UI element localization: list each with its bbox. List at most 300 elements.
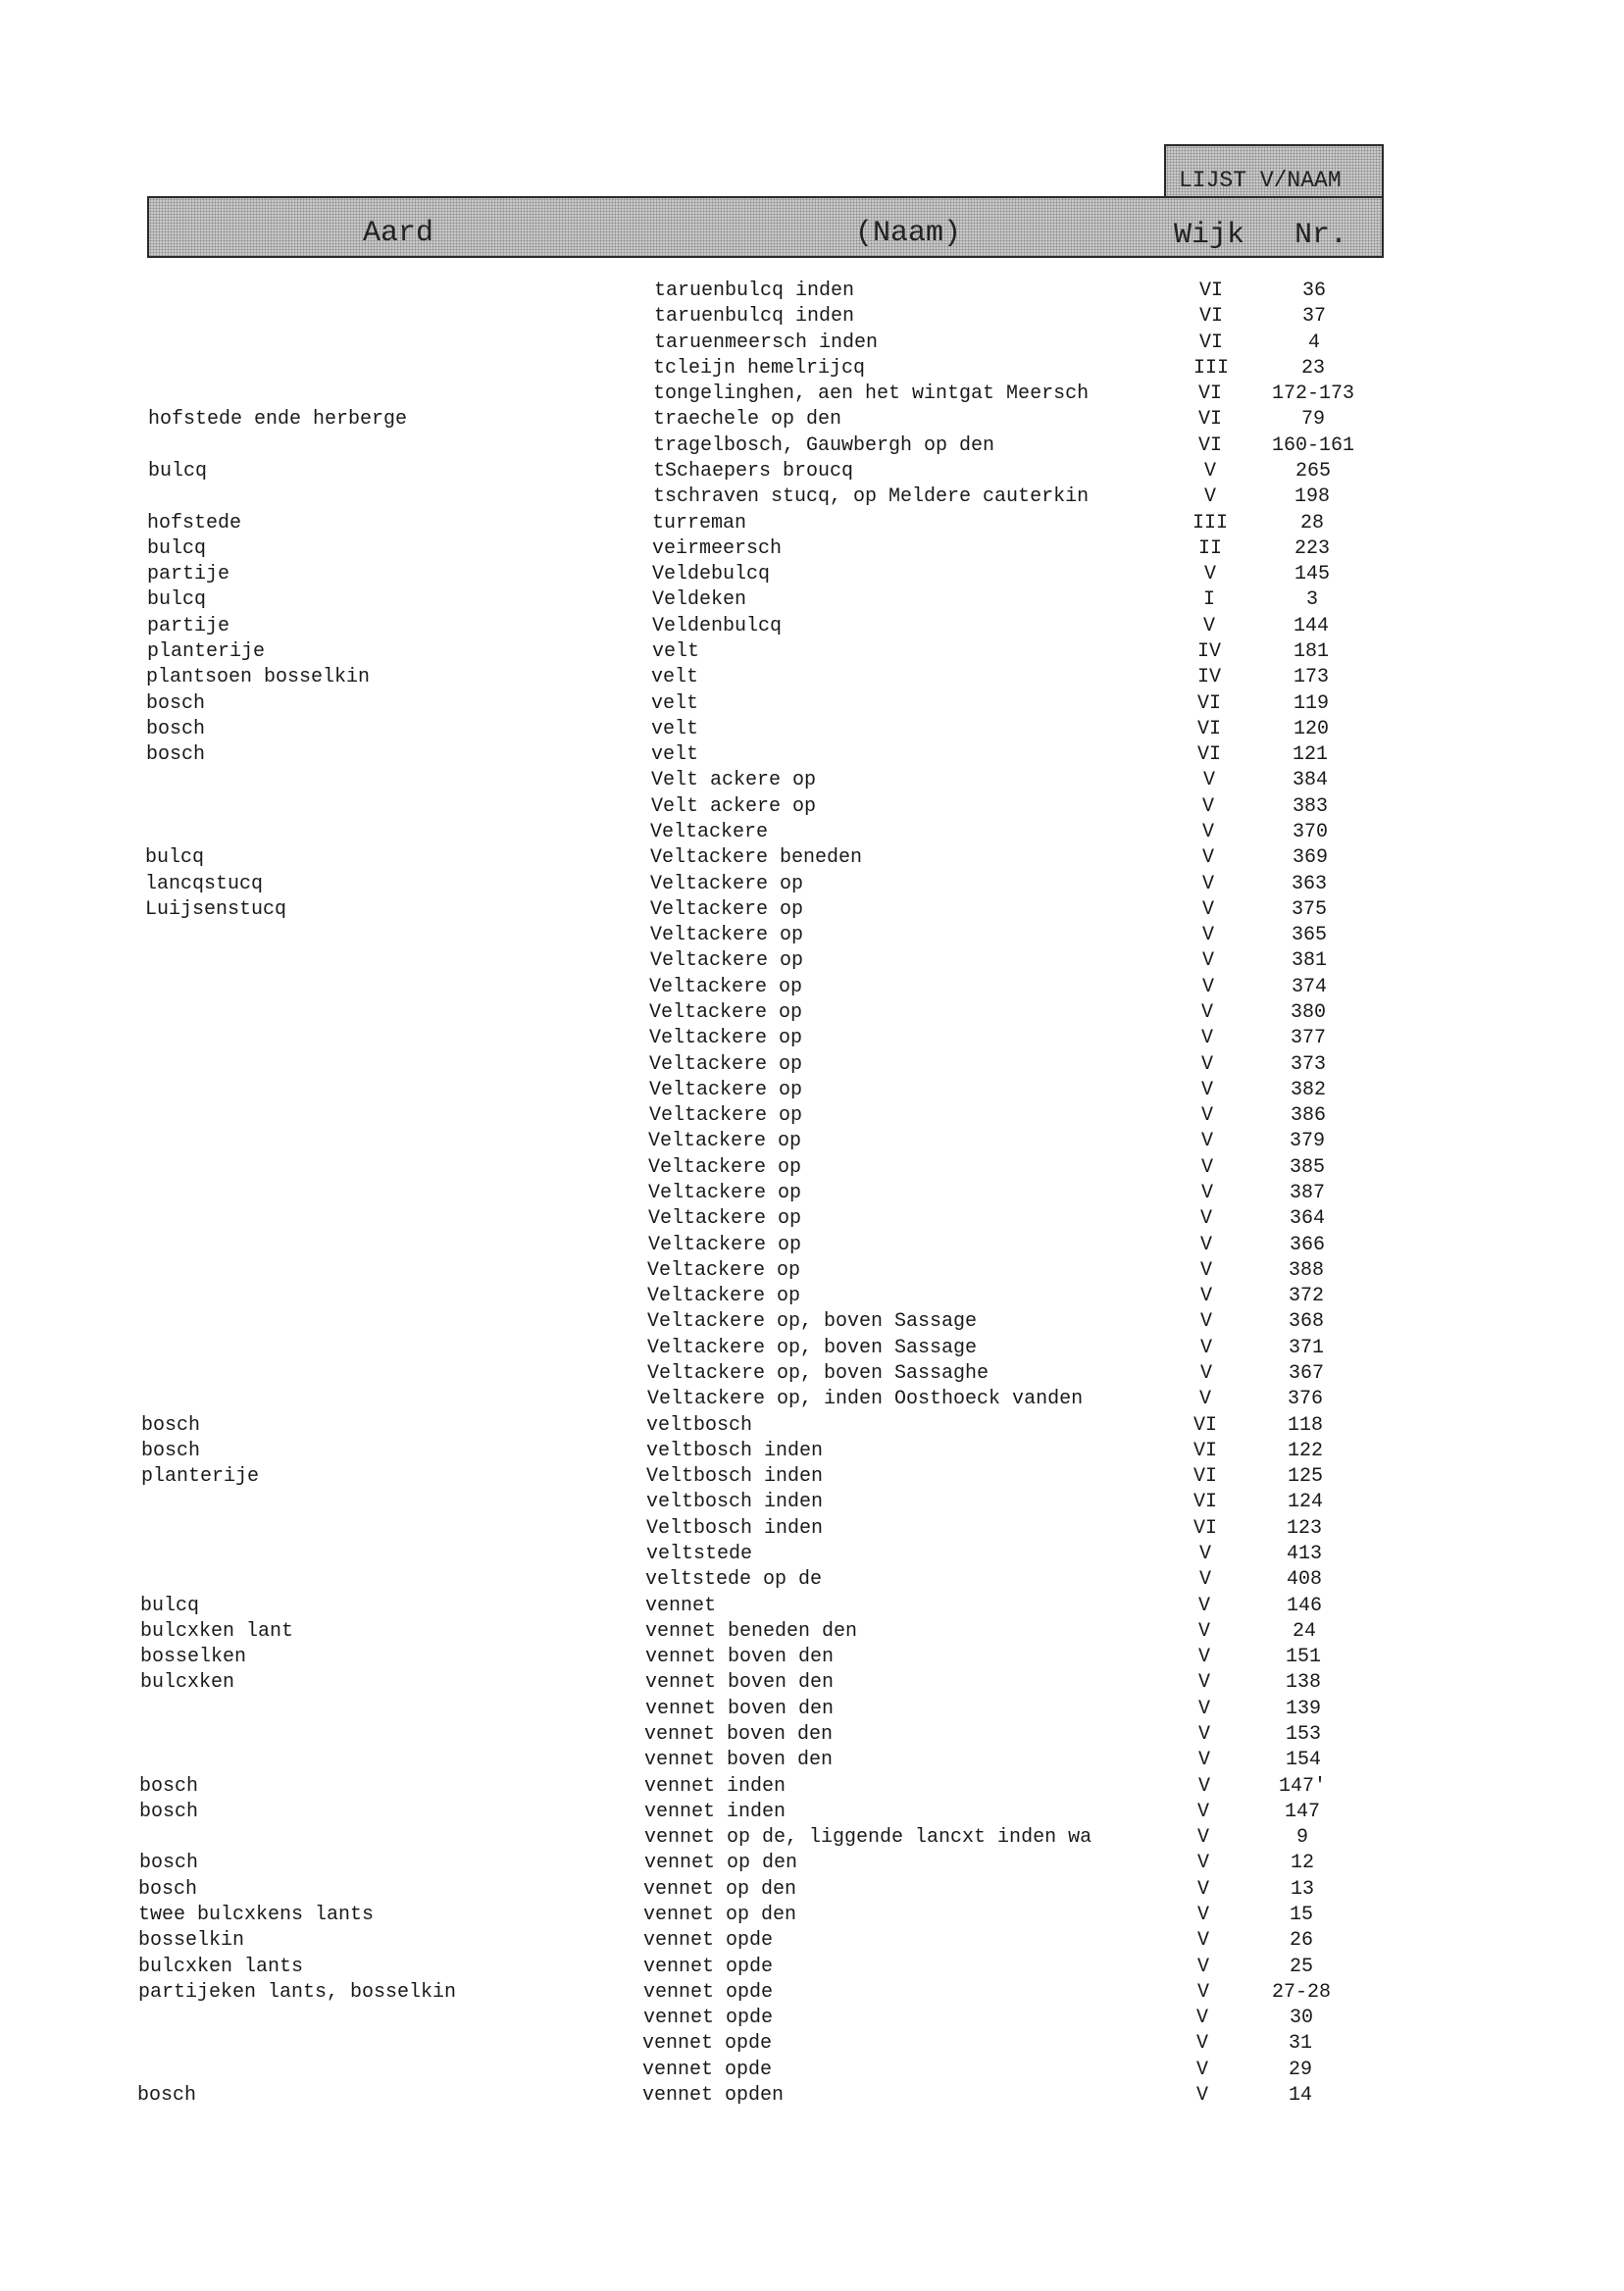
wijk-cell: V xyxy=(1196,1878,1209,1901)
nr-cell: 119 xyxy=(1293,692,1329,715)
aard-cell: bosch xyxy=(146,743,206,766)
table-row xyxy=(0,742,1624,768)
naam-cell: taruenbulcq inden xyxy=(654,280,855,302)
table-row xyxy=(0,511,1624,536)
nr-cell: 79 xyxy=(1300,408,1325,431)
naam-cell: Veltackere op xyxy=(648,1130,802,1152)
table-row xyxy=(0,1103,1624,1129)
table-row xyxy=(0,2083,1624,2109)
wijk-cell: V xyxy=(1199,1337,1212,1359)
naam-cell: vennet op den xyxy=(643,1878,797,1901)
column-header-wijk: Wijk xyxy=(1174,219,1245,252)
table-row xyxy=(0,872,1624,897)
nr-cell: 144 xyxy=(1293,615,1329,637)
aard-cell: bosch xyxy=(141,1414,201,1437)
naam-cell: Veltackere op xyxy=(648,1234,802,1256)
wijk-cell: V xyxy=(1200,1079,1213,1101)
table-row xyxy=(0,820,1624,845)
nr-cell: 385 xyxy=(1289,1156,1325,1179)
wijk-cell: V xyxy=(1203,460,1216,483)
table-row xyxy=(0,1825,1624,1851)
nr-cell: 147 xyxy=(1284,1801,1320,1823)
table-row xyxy=(0,382,1624,407)
table-row xyxy=(0,639,1624,665)
wijk-cell: V xyxy=(1202,615,1215,637)
nr-cell: 160-161 xyxy=(1271,434,1354,457)
naam-cell: Veltackere op, boven Sassage xyxy=(647,1310,978,1333)
nr-cell: 413 xyxy=(1286,1543,1322,1565)
table-row xyxy=(0,562,1624,587)
wijk-cell: IV xyxy=(1196,666,1221,688)
wijk-cell: V xyxy=(1199,1207,1212,1230)
nr-cell: 375 xyxy=(1291,898,1327,921)
aard-cell: bosch xyxy=(137,2084,197,2107)
nr-cell: 408 xyxy=(1286,1568,1322,1591)
naam-cell: taruenmeersch inden xyxy=(654,331,879,354)
table-row xyxy=(0,1645,1624,1670)
naam-cell: vennet boven den xyxy=(645,1698,835,1720)
table-row xyxy=(0,1594,1624,1619)
table-row xyxy=(0,1439,1624,1464)
aard-cell: lancqstucq xyxy=(145,873,264,895)
wijk-cell: VI xyxy=(1197,434,1222,457)
aard-cell: hofstede ende herberge xyxy=(148,408,408,431)
naam-cell: vennet opde xyxy=(642,2032,773,2055)
nr-cell: 388 xyxy=(1288,1259,1324,1282)
wijk-cell: V xyxy=(1197,1595,1210,1617)
nr-cell: 379 xyxy=(1289,1130,1325,1152)
naam-cell: vennet boven den xyxy=(645,1646,835,1668)
naam-cell: vennet opde xyxy=(643,1981,774,2004)
nr-cell: 37 xyxy=(1301,305,1326,328)
wijk-cell: V xyxy=(1199,1362,1212,1385)
naam-cell: vennet opde xyxy=(643,1929,774,1952)
aard-cell: planterije xyxy=(141,1465,260,1488)
naam-cell: Veltackere op xyxy=(647,1259,801,1282)
table-row xyxy=(0,1722,1624,1748)
naam-cell: Veltackere op xyxy=(649,1053,803,1076)
aard-cell: bulcq xyxy=(145,846,205,869)
nr-cell: 124 xyxy=(1287,1491,1323,1513)
nr-cell: 172-173 xyxy=(1271,382,1354,405)
nr-cell: 151 xyxy=(1285,1646,1321,1668)
nr-cell: 29 xyxy=(1288,2059,1312,2081)
naam-cell: vennet boven den xyxy=(645,1671,835,1694)
table-row xyxy=(0,845,1624,871)
naam-cell: vennet inden xyxy=(644,1801,787,1823)
table-row xyxy=(0,1928,1624,1954)
nr-cell: 381 xyxy=(1291,949,1327,972)
wijk-cell: V xyxy=(1201,821,1214,843)
wijk-cell: V xyxy=(1200,1053,1213,1076)
table-row xyxy=(0,717,1624,742)
table-row xyxy=(0,1955,1624,1980)
naam-cell: tragelbosch, Gauwbergh op den xyxy=(653,434,995,457)
aard-cell: bosch xyxy=(139,1775,199,1798)
wijk-cell: V xyxy=(1195,2032,1208,2055)
naam-cell: Veltackere op xyxy=(649,1079,803,1101)
table-row xyxy=(0,1516,1624,1542)
wijk-cell: V xyxy=(1199,1285,1212,1307)
wijk-cell: V xyxy=(1196,1852,1209,1874)
naam-cell: Veltackere xyxy=(650,821,769,843)
aard-cell: planterije xyxy=(147,640,266,663)
wijk-cell: V xyxy=(1200,1156,1213,1179)
aard-cell: bosch xyxy=(146,692,206,715)
aard-cell: bulcq xyxy=(147,588,207,611)
naam-cell: Veltackere op xyxy=(649,976,803,998)
table-row xyxy=(0,1181,1624,1206)
table-row xyxy=(0,1774,1624,1800)
naam-cell: Veltackere op xyxy=(647,1285,801,1307)
list-title: LIJST V/NAAM xyxy=(1179,168,1342,193)
wijk-cell: VI xyxy=(1196,692,1221,715)
nr-cell: 9 xyxy=(1295,1826,1308,1849)
naam-cell: Veltackere op xyxy=(650,898,804,921)
table-row xyxy=(0,691,1624,717)
naam-cell: taruenbulcq inden xyxy=(654,305,855,328)
wijk-cell: VI xyxy=(1197,408,1222,431)
wijk-cell: II xyxy=(1197,537,1222,560)
nr-cell: 384 xyxy=(1292,769,1328,791)
column-header-nr: Nr. xyxy=(1294,219,1348,252)
table-row xyxy=(0,1155,1624,1181)
nr-cell: 30 xyxy=(1289,2007,1313,2029)
aard-cell: hofstede xyxy=(147,512,242,535)
nr-cell: 364 xyxy=(1289,1207,1325,1230)
nr-cell: 154 xyxy=(1285,1749,1321,1771)
wijk-cell: V xyxy=(1201,795,1214,818)
naam-cell: velt xyxy=(651,692,699,715)
nr-cell: 365 xyxy=(1291,924,1327,946)
nr-cell: 373 xyxy=(1290,1053,1326,1076)
aard-cell: partije xyxy=(147,563,230,585)
wijk-cell: V xyxy=(1198,1543,1211,1565)
table-row xyxy=(0,948,1624,974)
table-row xyxy=(0,1697,1624,1722)
table-row xyxy=(0,1877,1624,1903)
wijk-cell: VI xyxy=(1198,280,1223,302)
nr-cell: 118 xyxy=(1287,1414,1323,1437)
aard-cell: bulcxken xyxy=(140,1671,235,1694)
naam-cell: Velt ackere op xyxy=(651,795,817,818)
wijk-cell: VI xyxy=(1193,1491,1217,1513)
wijk-cell: V xyxy=(1197,1620,1210,1643)
table-row xyxy=(0,897,1624,923)
nr-cell: 12 xyxy=(1290,1852,1314,1874)
table-row xyxy=(0,1748,1624,1773)
wijk-cell: VI xyxy=(1193,1414,1217,1437)
naam-cell: Veltackere op xyxy=(650,949,804,972)
nr-cell: 383 xyxy=(1292,795,1328,818)
naam-cell: vennet op den xyxy=(644,1852,798,1874)
aard-cell: bosch xyxy=(139,1852,199,1874)
naam-cell: veltbosch inden xyxy=(646,1440,824,1462)
nr-cell: 125 xyxy=(1287,1465,1323,1488)
table-row xyxy=(0,1800,1624,1825)
wijk-cell: IV xyxy=(1196,640,1221,663)
table-row xyxy=(0,459,1624,484)
table-row xyxy=(0,1619,1624,1645)
nr-cell: 382 xyxy=(1290,1079,1326,1101)
nr-cell: 27-28 xyxy=(1271,1981,1331,2004)
wijk-cell: V xyxy=(1196,1981,1209,2004)
wijk-cell: V xyxy=(1200,1027,1213,1049)
nr-cell: 198 xyxy=(1294,485,1330,508)
nr-cell: 4 xyxy=(1307,331,1320,354)
table-row xyxy=(0,1361,1624,1387)
column-header-naam: (Naam) xyxy=(855,217,962,250)
nr-cell: 3 xyxy=(1305,588,1318,611)
table-row xyxy=(0,1464,1624,1490)
naam-cell: veltbosch xyxy=(646,1414,753,1437)
wijk-cell: VI xyxy=(1193,1465,1217,1488)
nr-cell: 122 xyxy=(1287,1440,1323,1462)
aard-cell: bosch xyxy=(141,1440,201,1462)
table-row xyxy=(0,1206,1624,1232)
nr-cell: 386 xyxy=(1290,1104,1326,1127)
wijk-cell: V xyxy=(1201,898,1214,921)
naam-cell: velt xyxy=(651,666,699,688)
table-row xyxy=(0,1851,1624,1876)
wijk-cell: V xyxy=(1200,1001,1213,1024)
naam-cell: Veltackere op xyxy=(648,1182,802,1204)
naam-cell: Velt ackere op xyxy=(651,769,817,791)
naam-cell: tcleijn hemelrijcq xyxy=(653,357,866,380)
naam-cell: vennet opde xyxy=(643,1956,774,1978)
wijk-cell: V xyxy=(1200,1130,1213,1152)
wijk-cell: V xyxy=(1199,1234,1212,1256)
wijk-cell: V xyxy=(1197,1749,1210,1771)
table-row xyxy=(0,279,1624,304)
naam-cell: veirmeersch xyxy=(652,537,783,560)
wijk-cell: VI xyxy=(1197,382,1222,405)
aard-cell: bulcq xyxy=(147,537,207,560)
naam-cell: Veltackere op xyxy=(649,1001,803,1024)
naam-cell: Veltackere op xyxy=(649,1104,803,1127)
aard-cell: bulcq xyxy=(148,460,208,483)
wijk-cell: V xyxy=(1199,1259,1212,1282)
nr-cell: 366 xyxy=(1289,1234,1325,1256)
aard-cell: bulcxken lant xyxy=(140,1620,294,1643)
nr-cell: 36 xyxy=(1301,280,1326,302)
nr-cell: 380 xyxy=(1290,1001,1326,1024)
naam-cell: Veltackere op xyxy=(650,873,804,895)
nr-cell: 24 xyxy=(1292,1620,1316,1643)
wijk-cell: V xyxy=(1197,1775,1210,1798)
aard-cell: bosch xyxy=(139,1801,199,1823)
wijk-cell: VI xyxy=(1193,1440,1217,1462)
nr-cell: 25 xyxy=(1289,1956,1313,1978)
table-row xyxy=(0,536,1624,562)
table-row xyxy=(0,356,1624,382)
nr-cell: 369 xyxy=(1292,846,1328,869)
naam-cell: Veltackere op, inden Oosthoeck vanden xyxy=(647,1388,1084,1410)
wijk-cell: V xyxy=(1196,1826,1209,1849)
table-row xyxy=(0,1387,1624,1412)
nr-cell: 13 xyxy=(1290,1878,1314,1901)
aard-cell: bosselken xyxy=(140,1646,247,1668)
naam-cell: vennet boven den xyxy=(644,1749,834,1771)
aard-cell: plantsoen bosselkin xyxy=(146,666,371,688)
nr-cell: 120 xyxy=(1293,718,1329,740)
aard-cell: bosch xyxy=(146,718,206,740)
table-row xyxy=(0,1542,1624,1567)
naam-cell: vennet op de, liggende lancxt inden wa xyxy=(644,1826,1092,1849)
naam-cell: Veltackere op xyxy=(648,1156,802,1179)
table-row xyxy=(0,1078,1624,1103)
naam-cell: tongelinghen, aen het wintgat Meersch xyxy=(653,382,1090,405)
nr-cell: 376 xyxy=(1287,1388,1323,1410)
aard-cell: bulcq xyxy=(140,1595,200,1617)
table-row xyxy=(0,331,1624,356)
wijk-cell: V xyxy=(1203,485,1216,508)
naam-cell: veltstede op de xyxy=(645,1568,823,1591)
naam-cell: Veltackere op xyxy=(649,1027,803,1049)
table-row xyxy=(0,407,1624,433)
aard-cell: Luijsenstucq xyxy=(145,898,287,921)
naam-cell: Veldebulcq xyxy=(652,563,771,585)
table-row xyxy=(0,2006,1624,2031)
wijk-cell: III xyxy=(1193,357,1229,380)
table-row xyxy=(0,1567,1624,1593)
table-row xyxy=(0,1026,1624,1051)
naam-cell: vennet beneden den xyxy=(645,1620,858,1643)
nr-cell: 14 xyxy=(1288,2084,1312,2107)
wijk-cell: V xyxy=(1195,2059,1208,2081)
naam-cell: Veltbosch inden xyxy=(646,1465,824,1488)
nr-cell: 370 xyxy=(1292,821,1328,843)
wijk-cell: V xyxy=(1200,1182,1213,1204)
wijk-cell: V xyxy=(1203,563,1216,585)
aard-cell: bosselkin xyxy=(138,1929,245,1952)
naam-cell: veltstede xyxy=(646,1543,753,1565)
wijk-cell: V xyxy=(1201,846,1214,869)
naam-cell: Veltackere beneden xyxy=(650,846,863,869)
naam-cell: tSchaepers broucq xyxy=(653,460,854,483)
wijk-cell: V xyxy=(1196,1929,1209,1952)
naam-cell: traechele op den xyxy=(653,408,842,431)
table-row xyxy=(0,484,1624,510)
table-row xyxy=(0,1336,1624,1361)
table-row xyxy=(0,768,1624,793)
naam-cell: Veltbosch inden xyxy=(646,1517,824,1540)
aard-cell: twee bulcxkens lants xyxy=(138,1904,375,1926)
wijk-cell: V xyxy=(1201,924,1214,946)
nr-cell: 173 xyxy=(1293,666,1329,688)
nr-cell: 147' xyxy=(1278,1775,1326,1798)
nr-cell: 23 xyxy=(1300,357,1325,380)
nr-cell: 387 xyxy=(1289,1182,1325,1204)
nr-cell: 121 xyxy=(1292,743,1328,766)
nr-cell: 146 xyxy=(1286,1595,1322,1617)
naam-cell: vennet inden xyxy=(644,1775,787,1798)
table-row xyxy=(0,1903,1624,1928)
table-row xyxy=(0,1129,1624,1154)
naam-cell: velt xyxy=(651,743,699,766)
table-row xyxy=(0,2031,1624,2057)
table-row xyxy=(0,1233,1624,1258)
nr-cell: 153 xyxy=(1285,1723,1321,1746)
wijk-cell: V xyxy=(1197,1671,1210,1694)
nr-cell: 374 xyxy=(1291,976,1327,998)
wijk-cell: V xyxy=(1200,1104,1213,1127)
wijk-cell: VI xyxy=(1198,331,1223,354)
naam-cell: turreman xyxy=(652,512,747,535)
table-row xyxy=(0,975,1624,1000)
table-row xyxy=(0,1284,1624,1309)
naam-cell: Veltackere op, boven Sassage xyxy=(647,1337,978,1359)
table-row xyxy=(0,1670,1624,1696)
naam-cell: vennet opde xyxy=(642,2059,773,2081)
wijk-cell: V xyxy=(1202,769,1215,791)
naam-cell: Veltackere op xyxy=(650,924,804,946)
naam-cell: tschraven stucq, op Meldere cauterkin xyxy=(653,485,1090,508)
naam-cell: vennet boven den xyxy=(644,1723,834,1746)
table-row xyxy=(0,665,1624,690)
naam-cell: vennet op den xyxy=(643,1904,797,1926)
nr-cell: 145 xyxy=(1294,563,1330,585)
column-header-aard: Aard xyxy=(363,217,434,250)
naam-cell: veltbosch inden xyxy=(646,1491,824,1513)
wijk-cell: VI xyxy=(1198,305,1223,328)
aard-cell: bulcxken lants xyxy=(138,1956,304,1978)
nr-cell: 377 xyxy=(1290,1027,1326,1049)
table-row xyxy=(0,2058,1624,2083)
wijk-cell: V xyxy=(1198,1568,1211,1591)
nr-cell: 372 xyxy=(1288,1285,1324,1307)
wijk-cell: V xyxy=(1197,1723,1210,1746)
nr-cell: 223 xyxy=(1294,537,1330,560)
nr-cell: 139 xyxy=(1285,1698,1321,1720)
table-row xyxy=(0,587,1624,613)
table-row xyxy=(0,794,1624,820)
nr-cell: 31 xyxy=(1288,2032,1312,2055)
aard-cell: partije xyxy=(147,615,230,637)
wijk-cell: V xyxy=(1196,1801,1209,1823)
nr-cell: 26 xyxy=(1289,1929,1313,1952)
table-row xyxy=(0,304,1624,330)
table-row xyxy=(0,1309,1624,1335)
table-row xyxy=(0,1980,1624,2006)
table-row xyxy=(0,614,1624,639)
wijk-cell: V xyxy=(1195,2007,1208,2029)
naam-cell: Veldeken xyxy=(652,588,747,611)
nr-cell: 28 xyxy=(1299,512,1324,535)
table-row xyxy=(0,1413,1624,1439)
aard-cell: partijeken lants, bosselkin xyxy=(138,1981,457,2004)
wijk-cell: V xyxy=(1195,2084,1208,2107)
wijk-cell: V xyxy=(1197,1698,1210,1720)
wijk-cell: III xyxy=(1192,512,1228,535)
wijk-cell: VI xyxy=(1196,743,1221,766)
nr-cell: 363 xyxy=(1291,873,1327,895)
wijk-cell: VI xyxy=(1193,1517,1217,1540)
table-row xyxy=(0,1052,1624,1078)
wijk-cell: V xyxy=(1199,1310,1212,1333)
naam-cell: velt xyxy=(652,640,700,663)
wijk-cell: V xyxy=(1198,1388,1211,1410)
nr-cell: 15 xyxy=(1289,1904,1313,1926)
nr-cell: 138 xyxy=(1285,1671,1321,1694)
wijk-cell: V xyxy=(1201,949,1214,972)
nr-cell: 181 xyxy=(1293,640,1329,663)
naam-cell: velt xyxy=(651,718,699,740)
table-row xyxy=(0,923,1624,948)
naam-cell: vennet opde xyxy=(643,2007,774,2029)
table-row xyxy=(0,1490,1624,1515)
naam-cell: Veltackere op, boven Sassaghe xyxy=(647,1362,990,1385)
